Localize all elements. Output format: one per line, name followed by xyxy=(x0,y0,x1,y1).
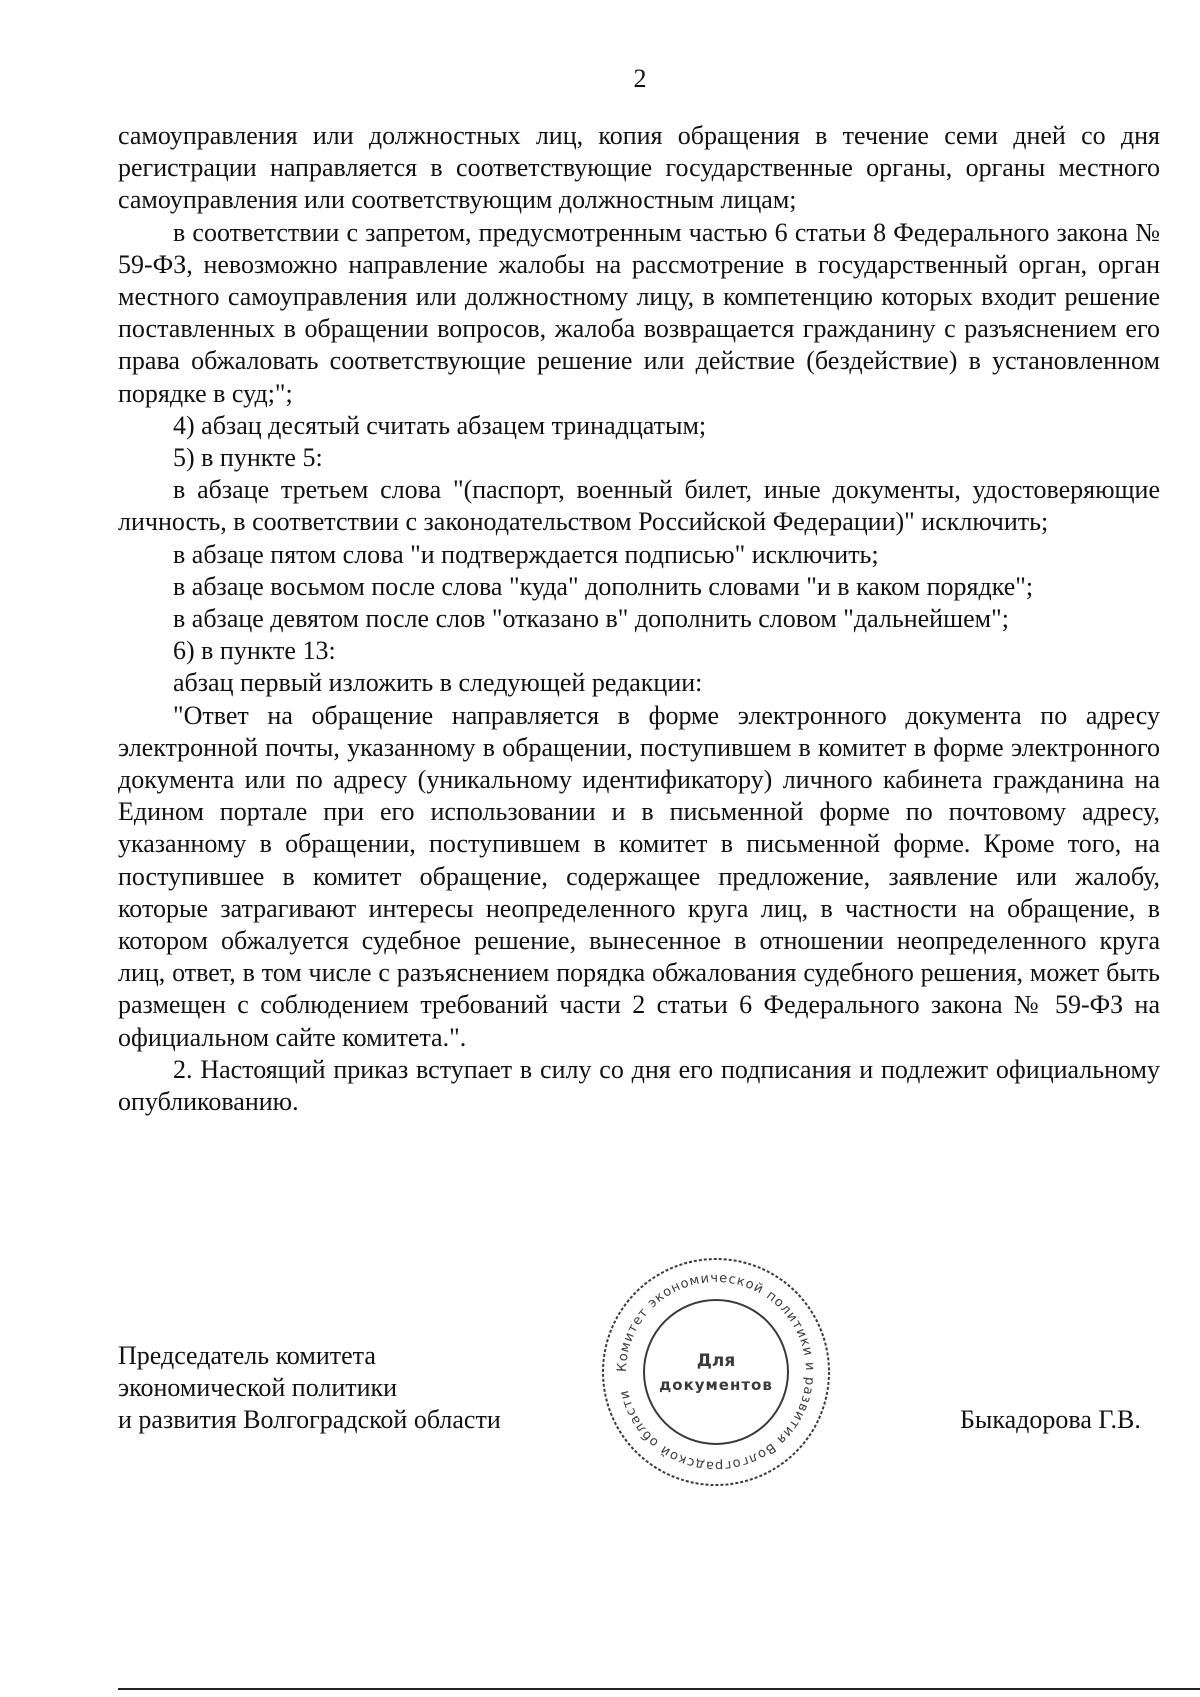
stamp-seal-icon xyxy=(598,1254,834,1490)
official-stamp xyxy=(598,1254,834,1490)
paragraph-10: абзац первый изложить в следующей редакции: xyxy=(173,668,703,698)
signature-title xyxy=(118,1340,501,1436)
document-body xyxy=(118,120,1160,1118)
signature-title-line: Председатель комитета xyxy=(118,1341,376,1370)
paragraph-9: 6) в пункте 13: xyxy=(173,636,336,666)
paragraph-8: в абзаце девятом после слов "отказано в" дополнить словом "дальнейшем"; xyxy=(173,604,1009,634)
signature-title-line: экономической политики xyxy=(118,1373,398,1402)
paragraph-2: в соответствии с запретом, предусмотренным частью 6 статьи 8 Федерального закона № 59-ФЗ, невозможно направление жалобы на рассмотрение в государственный орган, орган местного самоуправления или должностному лицу, в компетенцию которых входит решение поставленных в обращении вопросов, жалоба возвращается гражданину с разъяснением его права обжаловать соответствующие решение или действие (бездействие) в установленном порядке в суд;"; xyxy=(118,217,1160,408)
svg-text:Комитет экономической политики xyxy=(615,1271,817,1473)
paragraph-7: в абзаце восьмом после слова "куда" дополнить словами "и в каком порядке"; xyxy=(173,571,1034,601)
page-number: 2 xyxy=(633,64,647,93)
signature-title-line: и развития Волгоградской области xyxy=(118,1405,501,1434)
paragraph-1: самоуправления или должностных лиц, копия обращения в течение семи дней со дня регистрации направляется в соответствующие государственные органы, органы местного самоуправления или соответствующим должностным лицам; xyxy=(118,121,1160,215)
signer-name: Быкадорова Г.В. xyxy=(960,1405,1141,1434)
paragraph-3: 4) абзац десятый считать абзацем тринадцатым; xyxy=(173,410,707,440)
footer-rule xyxy=(118,1688,1200,1690)
stamp-center-line1: Для xyxy=(696,1351,736,1371)
stamp-center-line2: документов xyxy=(659,1376,773,1394)
paragraph-11: "Ответ на обращение направляется в форме электронного документа по адресу электронной почты, указанному в обращении, поступившем в комитет в форме электронного документа или по адресу (уникальному идентификатору) личного кабинета гражданина на Едином портале при его использовании и в письменной форме по почтовому адресу, указанному в обращении, поступившем в комитет в письменной форме. Кроме того, на поступившее в комитет обращение, содержащее предложение, заявление или жалобу, которые затрагивают интересы неопределенного круга лиц, в частности на обращение, в котором обжалуется судебное решение, вынесенное в отношении неопределенного круга лиц, ответ, в том числе с разъяснением порядка обжалования судебного решения, может быть размещен с соблюдением требований части 2 статьи 6 Федерального закона № 59-ФЗ на официальном сайте комитета.". xyxy=(118,700,1160,1052)
stamp-ring-text: Комитет экономической политики и развития Волгоградской области xyxy=(614,1270,818,1474)
paragraph-6: в абзаце пятом слова "и подтверждается подписью" исключить; xyxy=(173,539,879,569)
paragraph-4: 5) в пункте 5: xyxy=(173,443,323,473)
paragraph-5: в абзаце третьем слова "(паспорт, военный билет, иные документы, удостоверяющие личность, в соответствии с законодательством Российской Федерации)" исключить; xyxy=(118,475,1160,537)
paragraph-12: 2. Настоящий приказ вступает в силу со дня его подписания и подлежит официальному опубликованию. xyxy=(118,1054,1160,1117)
